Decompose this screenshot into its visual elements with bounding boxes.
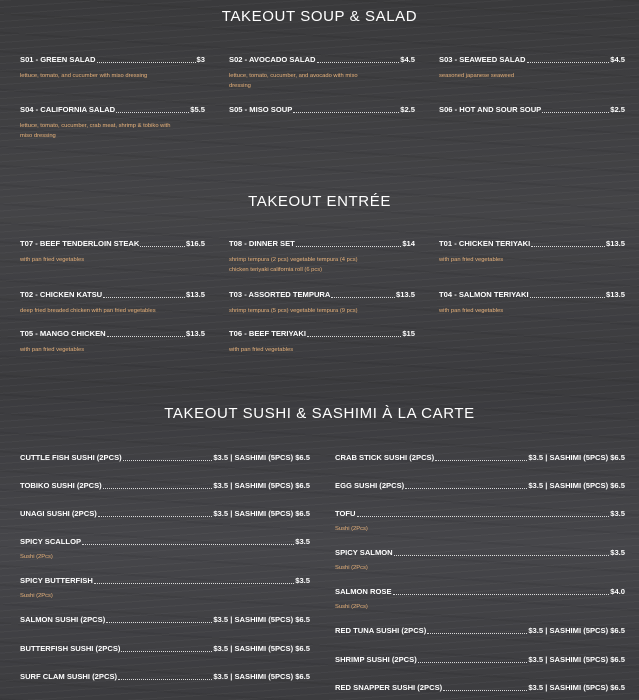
item-name: RED TUNA SUSHI (2PCS): [335, 626, 427, 635]
menu-item-t08: [229, 239, 415, 275]
item-description: lettuce, tomato, cucumber, crab meat, shrimp & tobiko with miso dressing: [20, 123, 171, 139]
item-price: $2.5: [400, 105, 415, 114]
menu-item-s01: [20, 55, 205, 81]
item-description: Sushi (2Pcs): [20, 554, 53, 560]
item-name: TOFU: [335, 509, 356, 518]
item-description: shrimp tempura (5 pcs) vegetable tempura (9 pcs): [229, 308, 358, 314]
item-price: $3.5 | SASHIMI (5PCS) $6.5: [213, 453, 310, 462]
item-price: $3.5 | SASHIMI (5PCS) $6.5: [528, 626, 625, 635]
menu-item-s04: [20, 105, 205, 141]
section-title-sushi-sashimi: TAKEOUT SUSHI & SASHIMI À LA CARTE: [164, 405, 475, 422]
menu-item-red-tuna: [335, 626, 625, 636]
item-description: shrimp tempura (2 pcs) vegetable tempura (4 pcs) chicken teriyaki california roll (6 pcs): [229, 257, 358, 273]
item-price: $3.5 | SASHIMI (5PCS) $6.5: [528, 481, 625, 490]
item-name: T01 - CHICKEN TERIYAKI: [439, 239, 531, 248]
item-description: with pan fried vegetables: [439, 308, 504, 314]
item-price: $3.5 | SASHIMI (5PCS) $6.5: [213, 644, 310, 653]
item-name: SHRIMP SUSHI (2PCS): [335, 655, 417, 664]
item-price: $13.5: [185, 290, 205, 299]
item-name: T06 - BEEF TERIYAKI: [229, 329, 306, 338]
menu-item-tofu: [335, 509, 625, 534]
menu-item-shrimp: [335, 655, 625, 665]
item-name: S03 - SEAWEED SALAD: [439, 55, 526, 64]
item-price: $3.5 | SASHIMI (5PCS) $6.5: [528, 655, 625, 664]
item-price: $3.5: [610, 509, 625, 518]
item-price: $3.5 | SASHIMI (5PCS) $6.5: [213, 672, 310, 681]
item-name: SPICY SCALLOP: [20, 537, 82, 546]
menu-item-egg: [335, 481, 625, 491]
item-price: $3.5 | SASHIMI (5PCS) $6.5: [213, 615, 310, 624]
menu-item-surf-clam: [20, 672, 310, 682]
menu-item-t06: [229, 329, 415, 355]
item-description: lettuce, tomato, cucumber, and avocado with miso dressing: [229, 73, 358, 89]
item-description: with pan fried vegetables: [439, 257, 504, 263]
item-name: T05 - MANGO CHICKEN: [20, 329, 106, 338]
menu-item-unagi: [20, 509, 310, 519]
menu-item-red-snapper: [335, 683, 625, 693]
item-price: $3: [196, 55, 205, 64]
section-title-soup-salad: TAKEOUT SOUP & SALAD: [221, 8, 418, 25]
item-name: CUTTLE FISH SUSHI (2PCS): [20, 453, 122, 462]
menu-item-spicy-butterfish: [20, 576, 310, 601]
menu-item-cuttle-fish: [20, 453, 310, 463]
menu-item-t03: [229, 290, 415, 316]
menu-item-spicy-scallop: [20, 537, 310, 562]
item-name: T03 - ASSORTED TEMPURA: [229, 290, 331, 299]
item-name: T02 - CHICKEN KATSU: [20, 290, 103, 299]
item-description: seasoned japanese seaweed: [439, 73, 515, 79]
item-description: with pan fried vegetables: [229, 347, 294, 353]
item-name: BUTTERFISH SUSHI (2PCS): [20, 644, 121, 653]
item-name: UNAGI SUSHI (2PCS): [20, 509, 97, 518]
menu-item-t04: [439, 290, 625, 316]
item-price: $3.5 | SASHIMI (5PCS) $6.5: [213, 509, 310, 518]
item-description: lettuce, tomato, and cucumber with miso dressing: [20, 73, 148, 79]
item-name: S02 - AVOCADO SALAD: [229, 55, 316, 64]
menu-item-s02: [229, 55, 415, 91]
item-name: SPICY SALMON: [335, 548, 393, 557]
item-description: Sushi (2Pcs): [20, 593, 53, 599]
menu-item-spicy-salmon: [335, 548, 625, 573]
item-price: $13.5: [605, 239, 625, 248]
item-price: $13.5: [605, 290, 625, 299]
item-price: $3.5: [295, 576, 310, 585]
item-name: S04 - CALIFORNIA SALAD: [20, 105, 116, 114]
item-price: $4.0: [610, 587, 625, 596]
menu-item-salmon-rose: [335, 587, 625, 612]
item-name: S01 - GREEN SALAD: [20, 55, 96, 64]
item-name: TOBIKO SUSHI (2PCS): [20, 481, 102, 490]
menu-item-butterfish: [20, 644, 310, 654]
item-price: $3.5: [295, 537, 310, 546]
item-price: $15: [402, 329, 415, 338]
item-price: $3.5 | SASHIMI (5PCS) $6.5: [213, 481, 310, 490]
item-price: $13.5: [185, 329, 205, 338]
menu-item-crab-stick: [335, 453, 625, 463]
item-price: $2.5: [610, 105, 625, 114]
item-price: $3.5: [610, 548, 625, 557]
menu-item-t07: [20, 239, 205, 265]
item-name: SPICY BUTTERFISH: [20, 576, 93, 585]
item-name: T08 - DINNER SET: [229, 239, 295, 248]
item-name: EGG SUSHI (2PCS): [335, 481, 405, 490]
menu-item-t05: [20, 329, 205, 355]
menu-item-s06: [439, 105, 625, 115]
menu-item-tobiko: [20, 481, 310, 491]
item-price: $3.5 | SASHIMI (5PCS) $6.5: [528, 453, 625, 462]
item-name: SURF CLAM SUSHI (2PCS): [20, 672, 118, 681]
section-title-entree: TAKEOUT ENTRÉE: [248, 193, 391, 210]
item-price: $13.5: [395, 290, 415, 299]
item-description: Sushi (2Pcs): [335, 526, 368, 532]
item-description: Sushi (2Pcs): [335, 565, 368, 571]
item-description: Sushi (2Pcs): [335, 604, 368, 610]
item-description: with pan fried vegetables: [20, 347, 85, 353]
item-name: RED SNAPPER SUSHI (2PCS): [335, 683, 443, 692]
menu-item-s05: [229, 105, 415, 115]
item-name: T04 - SALMON TERIYAKI: [439, 290, 529, 299]
item-price: $4.5: [400, 55, 415, 64]
item-name: S05 - MISO SOUP: [229, 105, 293, 114]
item-name: T07 - BEEF TENDERLOIN STEAK: [20, 239, 140, 248]
item-price: $16.5: [185, 239, 205, 248]
menu-item-t01: [439, 239, 625, 265]
item-name: SALMON ROSE: [335, 587, 392, 596]
menu-item-t02: [20, 290, 205, 316]
item-price: $4.5: [610, 55, 625, 64]
item-description: with pan fried vegetables: [20, 257, 85, 263]
item-price: $14: [402, 239, 415, 248]
item-name: S06 - HOT AND SOUR SOUP: [439, 105, 542, 114]
item-name: SALMON SUSHI (2PCS): [20, 615, 106, 624]
menu-item-salmon: [20, 615, 310, 625]
item-price: $5.5: [190, 105, 205, 114]
item-name: CRAB STICK SUSHI (2PCS): [335, 453, 435, 462]
menu-item-s03: [439, 55, 625, 81]
item-price: $3.5 | SASHIMI (5PCS) $6.5: [528, 683, 625, 692]
item-description: deep fried breaded chicken with pan fried vegetables: [20, 308, 156, 314]
